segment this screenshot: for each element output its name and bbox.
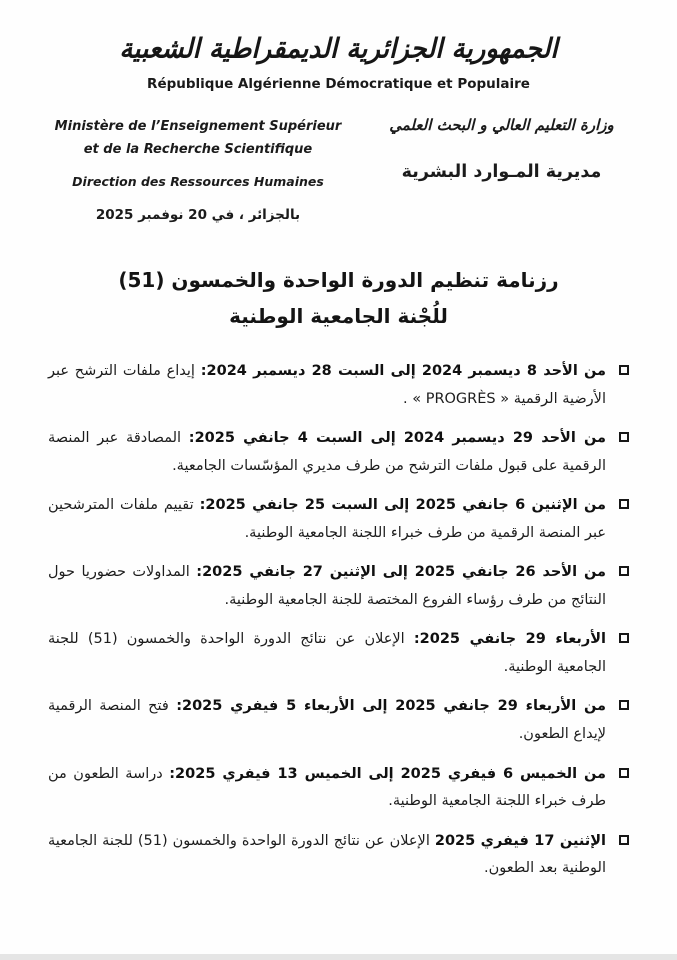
schedule-item-text [48,492,606,547]
schedule-item [48,358,629,413]
schedule-item-text [48,425,606,480]
document-title [48,262,629,334]
org-block-arabic [374,116,629,182]
direction-fr: Direction des Ressources Humaines [72,173,324,189]
schedule-item-text [48,626,606,681]
item-description: الإعلان عن نتائج الدورة الواحدة والخمسون (51) للجنة الجامعية الوطنية بعد الطعون. [48,832,606,877]
schedule-item [48,626,629,681]
org-header-row [48,116,629,228]
checkbox-bullet-icon [619,365,629,375]
item-description: دراسة الطعون من طرف خبراء اللجنة الجامعية الوطنية. [48,765,606,810]
title-line2: للُجْنة الجامعية الوطنية [229,304,448,328]
ministry-ar: وزارة التعليم العالي و البحث العلمي [389,116,614,134]
republic-calligraphy-arabic: الجمهورية الجزائرية الديمقراطية الشعبية [119,33,558,65]
schedule-item [48,761,629,816]
schedule-item [48,828,629,883]
item-description: إيداع ملفات الترشح عبر الأرضية الرقمية ‎« PROGRÈS »‎ . [48,363,606,407]
checkbox-bullet-icon [619,499,629,509]
checkbox-bullet-icon [619,566,629,576]
place-date-line: بالجزائر ، في 20 نوفمبر 2025 [95,207,301,224]
schedule-item-text [48,828,606,883]
item-description: فتح المنصة الرقمية لإيداع الطعون. [48,698,606,743]
scan-edge-artifact [0,954,677,960]
item-date-range: من الخميس 6 فيفري 2025 إلى الخميس 13 فيفري 2025: [169,765,607,782]
schedule-item [48,559,629,614]
item-description: المصادقة عبر المنصة الرقمية على قبول ملفات الترشح من طرف مديري المؤسّسات الجامعية. [48,430,606,474]
item-description: الإعلان عن نتائج الدورة الواحدة والخمسون (51) للجنة الجامعية الوطنية. [48,631,606,675]
ministry-fr-line1: Ministère de l’Enseignement Supérieur [54,119,342,134]
item-description: تقييم ملفات المترشحين عبر المنصة الرقمية من طرف خبراء اللجنة الجامعية الوطنية. [48,497,606,541]
schedule-item [48,693,629,748]
schedule-item-text [48,559,606,614]
schedule-item-text [48,693,606,748]
title-line1: رزنامة تنظيم الدورة الواحدة والخمسون (51) [118,268,559,292]
direction-ar: مديرية المـوارد البشرية [401,162,602,182]
checkbox-bullet-icon [619,633,629,643]
checkbox-bullet-icon [619,768,629,778]
checkbox-bullet-icon [619,835,629,845]
item-date-range: من الأحد 26 جانفي 2025 إلى الإثنين 27 جانفي 2025: [196,564,606,581]
item-date-range: من الإثنين 6 جانفي 2025 إلى السبت 25 جانفي 2025: [199,497,606,514]
schedule-list [48,358,629,883]
item-description: المداولات حضوريا حول النتائج من طرف رؤساء الفروع المختصة للجنة الجامعية الوطنية. [48,564,606,608]
schedule-item-text [48,761,606,816]
ministry-fr-line2: et de la Recherche Scientifique [83,141,313,157]
checkbox-bullet-icon [619,432,629,442]
schedule-item-text [48,358,606,413]
item-date-range: من الأربعاء 29 جانفي 2025 إلى الأربعاء 5 فيفري 2025: [176,698,606,715]
schedule-item [48,492,629,547]
org-block-french [48,116,348,228]
schedule-item [48,425,629,480]
item-date-range: من الأحد 8 ديسمبر 2024 إلى السبت 28 ديسمبر 2024: [200,363,607,379]
item-date-range: الأربعاء 29 جانفي 2025: [413,631,606,648]
checkbox-bullet-icon [619,700,629,710]
item-date-range: الإثنين 17 فيفري 2025 [434,832,606,849]
item-date-range: من الأحد 29 ديسمبر 2024 إلى السبت 4 جانفي 2025: [188,430,606,447]
republic-title-french: République Algérienne Démocratique et Populaire [147,76,530,92]
